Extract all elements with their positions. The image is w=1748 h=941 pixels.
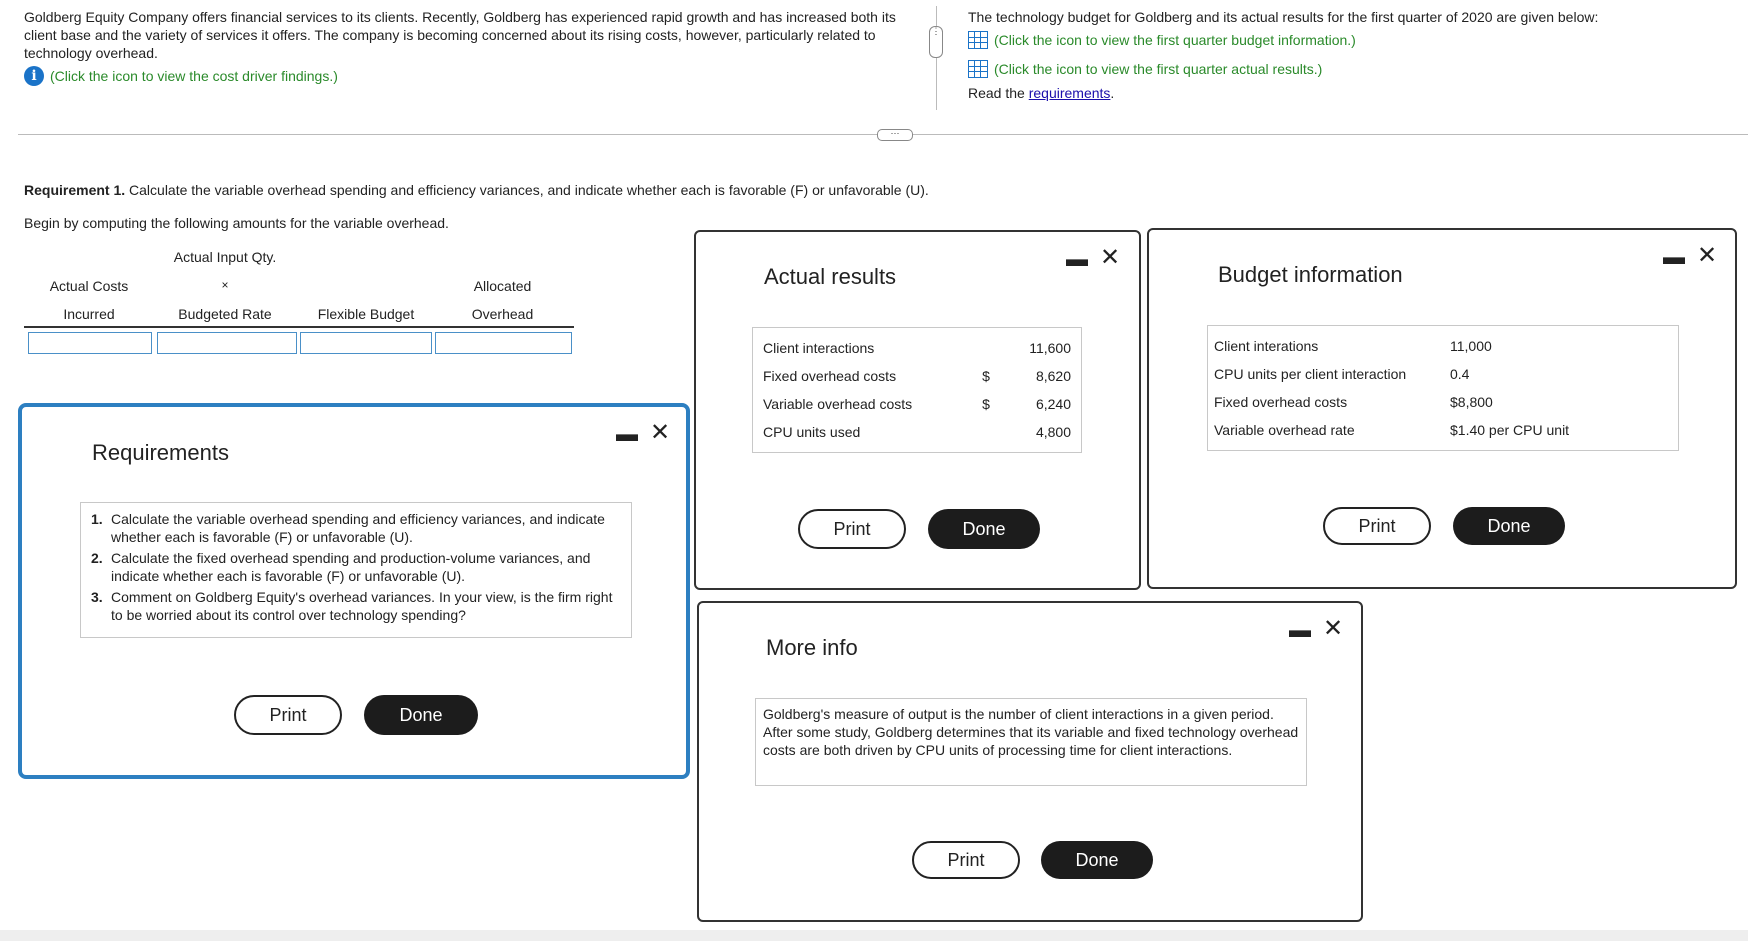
table-row [1214,416,1672,444]
times-symbol: × [221,278,229,292]
actual-results-table [752,327,1082,453]
requirement-1 [24,182,929,198]
read-requirements [968,84,1728,102]
read-prefix: Read the [968,85,1029,101]
row-value: 4,800 [1035,424,1071,440]
actual-results-dialog [694,230,1141,590]
close-icon[interactable]: ✕ [1697,242,1718,269]
budget-info-link-text[interactable]: (Click the icon to view the first quarter budget information.) [994,32,1356,48]
cost-driver-link-text[interactable]: (Click the icon to view the cost driver findings.) [50,68,338,84]
table-row [763,390,1071,418]
table-icon[interactable] [968,31,988,49]
list-item [91,549,621,585]
requirements-list [80,502,632,638]
print-button[interactable]: Print [1323,507,1431,545]
flexible-budget-header: Flexible Budget [317,306,415,322]
row-value: 8,620 [1035,368,1071,384]
print-button[interactable]: Print [912,841,1020,879]
flexible-budget-input[interactable] [300,332,432,354]
row-value: $8,800 [1450,394,1493,410]
requirements-title: Requirements [92,440,229,465]
row-value: 11,000 [1450,338,1492,354]
minimize-icon[interactable]: ▬ [1066,246,1088,271]
list-item [91,588,621,624]
begin-instruction: Begin by computing the following amounts for the variable overhead. [24,215,449,231]
actual-results-link-text[interactable]: (Click the icon to view the first quarter actual results.) [994,61,1323,77]
row-value: $1.40 per CPU unit [1450,422,1570,438]
row-currency: $ [982,368,990,384]
table-icon[interactable] [968,60,988,78]
row-label: CPU units used [763,424,861,440]
table-row [763,362,1071,390]
actual-costs-input[interactable] [28,332,152,354]
read-suffix: . [1110,85,1115,101]
row-currency [971,334,1001,362]
list-number: 2. [91,550,103,566]
done-button[interactable]: Done [928,509,1040,549]
list-number: 1. [91,511,103,527]
table-row [763,334,1071,362]
list-item-text: Comment on Goldberg Equity's overhead variances. In your view, is the firm right to be worried about its control over technology spending? [111,589,613,623]
budget-info-title: Budget information [1218,262,1403,287]
intro-paragraph: Goldberg Equity Company offers financial services to its clients. Recently, Goldberg has experienced rapid growth and has increased both its client base and the variety of services it offers. The company is becoming concerned about its rising costs, however, particularly related to technology overhead. [24,9,896,61]
row-label: Fixed overhead costs [763,368,897,384]
row-label: Client interations [1214,338,1319,354]
list-item-text: Calculate the variable overhead spending and efficiency variances, and indicate whether each is favorable (F) or unfavorable (U). [111,511,605,545]
row-value: 11,600 [1029,340,1071,356]
print-button[interactable]: Print [234,695,342,735]
list-number: 3. [91,589,103,605]
overhead-header: Overhead [471,306,534,322]
row-label: CPU units per client interaction [1214,366,1407,382]
list-item [91,510,621,546]
right-intro [968,8,1728,102]
row-label: Fixed overhead costs [1214,394,1348,410]
print-button[interactable]: Print [798,509,906,549]
done-button[interactable]: Done [1041,841,1153,879]
more-info-title: More info [766,635,858,660]
more-info-text: Goldberg's measure of output is the number of client interactions in a given period. After some study, Goldberg determines that its variable and fixed technology overhead costs are both driven by CPU units of processing time for client interactions. [755,698,1307,786]
info-icon[interactable]: i [24,66,44,86]
done-button[interactable]: Done [364,695,478,735]
allocated-overhead-input[interactable] [435,332,572,354]
table-row [1214,332,1672,360]
actual-input-qty-header: Actual Input Qty. [173,249,277,265]
actual-results-title: Actual results [764,264,897,289]
close-icon[interactable]: ✕ [1100,244,1121,271]
actual-results-link[interactable] [968,60,1728,78]
row-value: 6,240 [1035,396,1071,412]
row-label: Variable overhead rate [1214,422,1355,438]
incurred-header: Incurred [63,306,115,322]
bottom-bar [0,930,1748,941]
row-value: 0.4 [1450,366,1470,382]
row-label: Client interactions [763,340,875,356]
budget-info-table [1207,325,1679,451]
row-currency [971,418,1001,446]
table-row [1214,360,1672,388]
minimize-icon[interactable]: ▬ [1663,244,1685,269]
vertical-splitter[interactable] [936,6,937,110]
requirement-1-text: Calculate the variable overhead spending and efficiency variances, and indicate whether each is favorable (F) or unfavorable (U). [125,182,929,198]
actual-costs-header: Actual Costs [49,278,129,294]
horizontal-splitter-handle[interactable]: ⋯ [877,129,913,141]
vertical-splitter-handle[interactable]: ⋮ [929,26,943,58]
row-label: Variable overhead costs [763,396,913,412]
minimize-icon[interactable]: ▬ [1289,617,1311,642]
budget-info-dialog [1147,228,1737,589]
requirements-link[interactable]: requirements [1028,85,1111,101]
close-icon[interactable]: ✕ [650,419,671,446]
requirement-1-label: Requirement 1. [24,182,126,198]
budgeted-rate-input[interactable] [157,332,297,354]
allocated-header: Allocated [473,278,532,294]
right-intro-text: The technology budget for Goldberg and its actual results for the first quarter of 2020 are given below: [968,9,1599,25]
budget-info-link[interactable] [968,31,1728,49]
header-rule [24,326,574,328]
table-row [763,418,1071,446]
close-icon[interactable]: ✕ [1323,615,1344,642]
minimize-icon[interactable]: ▬ [616,421,638,446]
list-item-text: Calculate the fixed overhead spending and production-volume variances, and indicate whether each is favorable (F) or unfavorable (U). [111,550,591,584]
budgeted-rate-header: Budgeted Rate [178,306,272,322]
table-row [1214,388,1672,416]
more-info-dialog [697,601,1363,922]
requirements-dialog [18,403,690,779]
done-button[interactable]: Done [1453,507,1565,545]
cost-driver-link[interactable] [24,66,338,86]
row-currency: $ [982,396,990,412]
